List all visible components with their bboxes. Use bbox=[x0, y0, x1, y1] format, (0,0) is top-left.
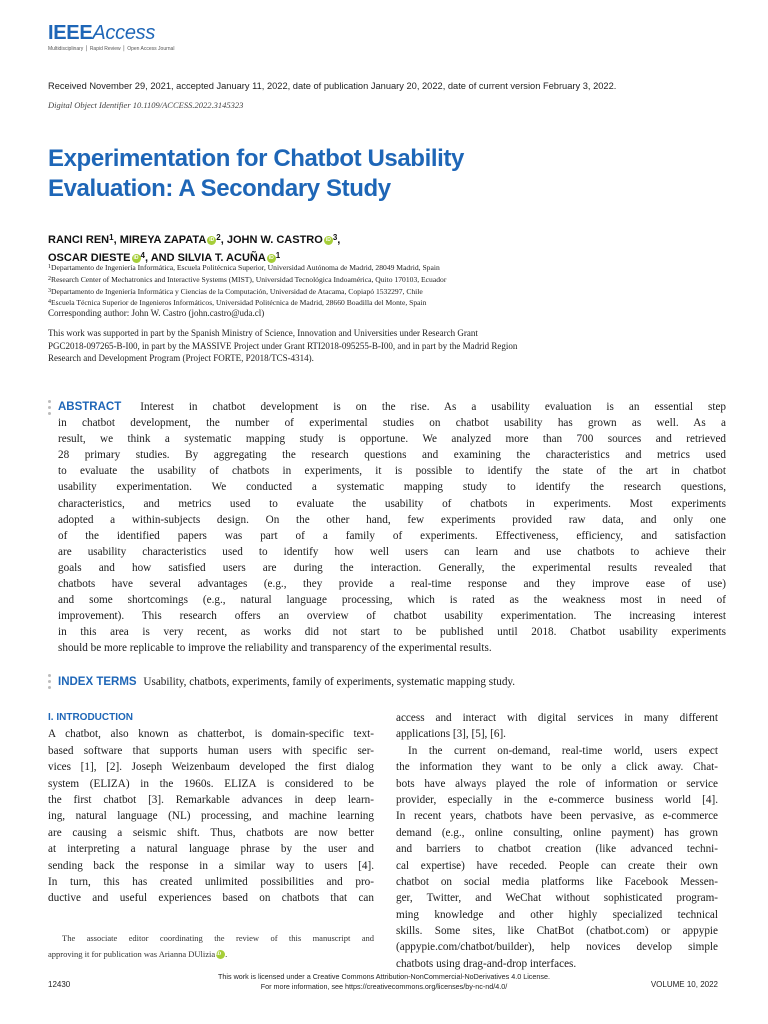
corresponding-author: Corresponding author: John W. Castro (john.castro@uda.cl) bbox=[48, 308, 265, 318]
abstract-label: ABSTRACT bbox=[58, 401, 122, 413]
journal-logo bbox=[48, 22, 188, 56]
affiliation: $^1$Departamento de Ingeniería Informática, Escuela Politécnica Superior, Universidad Autónoma de Madrid, 28049 Madrid, Spain bbox=[48, 263, 440, 272]
orcid-icon[interactable]: iD bbox=[216, 950, 225, 959]
affiliations bbox=[48, 262, 648, 309]
license-notice: This work is licensed under a Creative Commons Attribution-NonCommercial-NoDerivatives 4.0 License. For more information, see https://creativecommons.org/licenses/by-nc-nd/4.0/ bbox=[150, 972, 618, 991]
page-number: 12430 bbox=[48, 980, 71, 989]
section-marker-icon bbox=[48, 400, 51, 418]
index-terms-label: INDEX TERMS bbox=[58, 676, 137, 688]
section-marker-icon bbox=[48, 674, 51, 692]
title-line-2: Evaluation: A Secondary Study bbox=[48, 175, 391, 202]
index-terms: INDEX TERMS Usability, chatbots, experiments, family of experiments, systematic mapping study. bbox=[58, 676, 516, 688]
volume-label: VOLUME 10, 2022 bbox=[650, 980, 718, 989]
affiliation: $^3$Departamento de Ingeniería Informática y Ciencias de la Computación, Universidad de Atacama, Copiapó 1532297, Chile bbox=[48, 286, 423, 296]
introduction-left-column: I. INTRODUCTION A chatbot, also known as chatterbot, is domain-specific text- based software that supports human users with specific ser- vices [1], [2]. Joseph Weizenbaum developed the first dialog system (ELIZA) in the 1960s. ELIZA is considered to be the first chatbot [3]. Remarkable advances in deep learn- ing, natural language (NL) processing, and machine learning are causing a seismic shift. Thus, chatbots are now better at interpreting a natural language phrase by the user and sending back the response in a similar way to users [4]. In turn, this has created unlimited possibilities and pro- ductive and useful experiences based on chatbots that can bbox=[48, 712, 374, 905]
section-heading: I. INTRODUCTION bbox=[48, 712, 133, 723]
paper-title bbox=[48, 144, 648, 204]
author-name: MIREYA ZAPATA bbox=[119, 234, 207, 246]
received-dates: Received November 29, 2021, accepted January 11, 2022, date of publication January 20, 2022, date of current version February 3, 2022. bbox=[48, 81, 617, 91]
orcid-icon[interactable]: iD bbox=[325, 237, 331, 243]
title-line-1: Experimentation for Chatbot Usability bbox=[48, 145, 464, 172]
author-name: JOHN W. CASTRO bbox=[226, 234, 323, 246]
orcid-icon[interactable]: iD bbox=[209, 237, 215, 243]
journal-name: IEEEAccess bbox=[48, 22, 156, 44]
author-name: OSCAR DIESTE bbox=[48, 252, 131, 264]
journal-tagline: Multidisciplinary ⎪ Rapid Review ⎪ Open Access Journal bbox=[48, 46, 175, 52]
orcid-icon[interactable]: iD bbox=[133, 255, 139, 261]
affiliation: $^4$Escuela Técnica Superior de Ingenieros Informáticos, Universidad Politécnica de Madrid, 28660 Boadilla del Monte, Spain bbox=[48, 298, 427, 308]
author-name: AND SILVIA T. ACUÑA bbox=[150, 252, 266, 264]
license-link[interactable]: For more information, see https://creativecommons.org/licenses/by-nc-nd/4.0/ bbox=[260, 981, 508, 991]
orcid-icon[interactable]: iD bbox=[268, 255, 274, 261]
affiliation: $^2$Research Center of Mechatronics and Interactive Systems (MIST), Universidad Tecnológica Indoamérica, Quito 170103, Ecuador bbox=[48, 274, 447, 284]
author-name: RANCI REN bbox=[48, 234, 110, 246]
abstract: ABSTRACT Interest in chatbot development is on the rise. As a usability evaluation is an essential step in chatbot development, the number of experimental studies on chatbot usability has grown as well. As a result, we think a systematic mapping study is opportune. We analyzed more than 700 sources and retrieved 28 primary studies. By aggregating the research questions and examining the characteristics and metrics used to evaluate the usability of chatbots in experiments, it is possible to identify the state of the art in chatbot usability experimentation. We conducted a systematic mapping study to identify the research questions, characteristics, and metrics used to evaluate the usability of chatbots in experiments. Most experiments adopted a within-subjects design. On the other hand, few experiments provided raw data, and only one of the identified papers was part of a family of experiments. Effectiveness, efficiency, and satisfaction are usability characteristics used to identify how well users can learn and use chatbots to achieve their goals and how satisfied users are during the interaction. Generally, the experimental results revealed that chatbots have several advantages (e.g., they provide a real-time response and they improve ease of use) and some shortcomings (e.g., natural language processing, which is rated as the weakness most in need of improvement). This research offers an overview of chatbot usability experimentation. The increasing interest in this area is very recent, as works did not start to be published until 2018. Chatbot usability experiments should be more replicable to improve the reliability and transparency of the experimental results. bbox=[58, 401, 726, 655]
funding-statement: This work was supported in part by the Spanish Ministry of Science, Innovation and Universities under Research Grant PGC2018-097265-B-I00, in part by the MASSIVE Project under Grant RTI2018-095255-B-I00, and in part by the Madrid Region Research and Development Program (Project FORTE, P2018/TCS-4314). bbox=[48, 328, 518, 364]
editor-footnote: The associate editor coordinating the review of this manuscript and approving it for publication was Arianna DUliziaiD . bbox=[48, 933, 374, 959]
author-list: RANCI REN$^1$, MIREYA ZAPATA iD $^2$, JOHN W. CASTRO iD $^3$, OSCAR DIESTE iD $^4$, AND SILVIA T. ACUÑA iD $^1$ bbox=[48, 233, 341, 264]
doi: Digital Object Identifier 10.1109/ACCESS.2022.3145323 bbox=[48, 100, 244, 110]
introduction-right-column: access and interact with digital services in many different applications [3], [5], [6]. In the current on-demand, real-time world, users expect the information they want to be only a click away. Chat- bots have always played the role of information or service provider, especially in the e-commerce business world [4]. In recent years, chatbots have been pervasive, as e-commerce demand (e.g., online consulting, online payment) has grown and barriers to chatbot creation (like advanced techni- cal expertise) have receded. People can create their own chatbot on social media platforms like Facebook Messen- ger, Twitter, and WeChat without sophisticated program- ming knowledge and other highly specialized technical skills. Some sites, like ChatBot (chatbot.com) or appypie (appypie.com/chatbot/builder), help novices develop simple chatbots using drag-and-drop interfaces. bbox=[396, 712, 718, 970]
